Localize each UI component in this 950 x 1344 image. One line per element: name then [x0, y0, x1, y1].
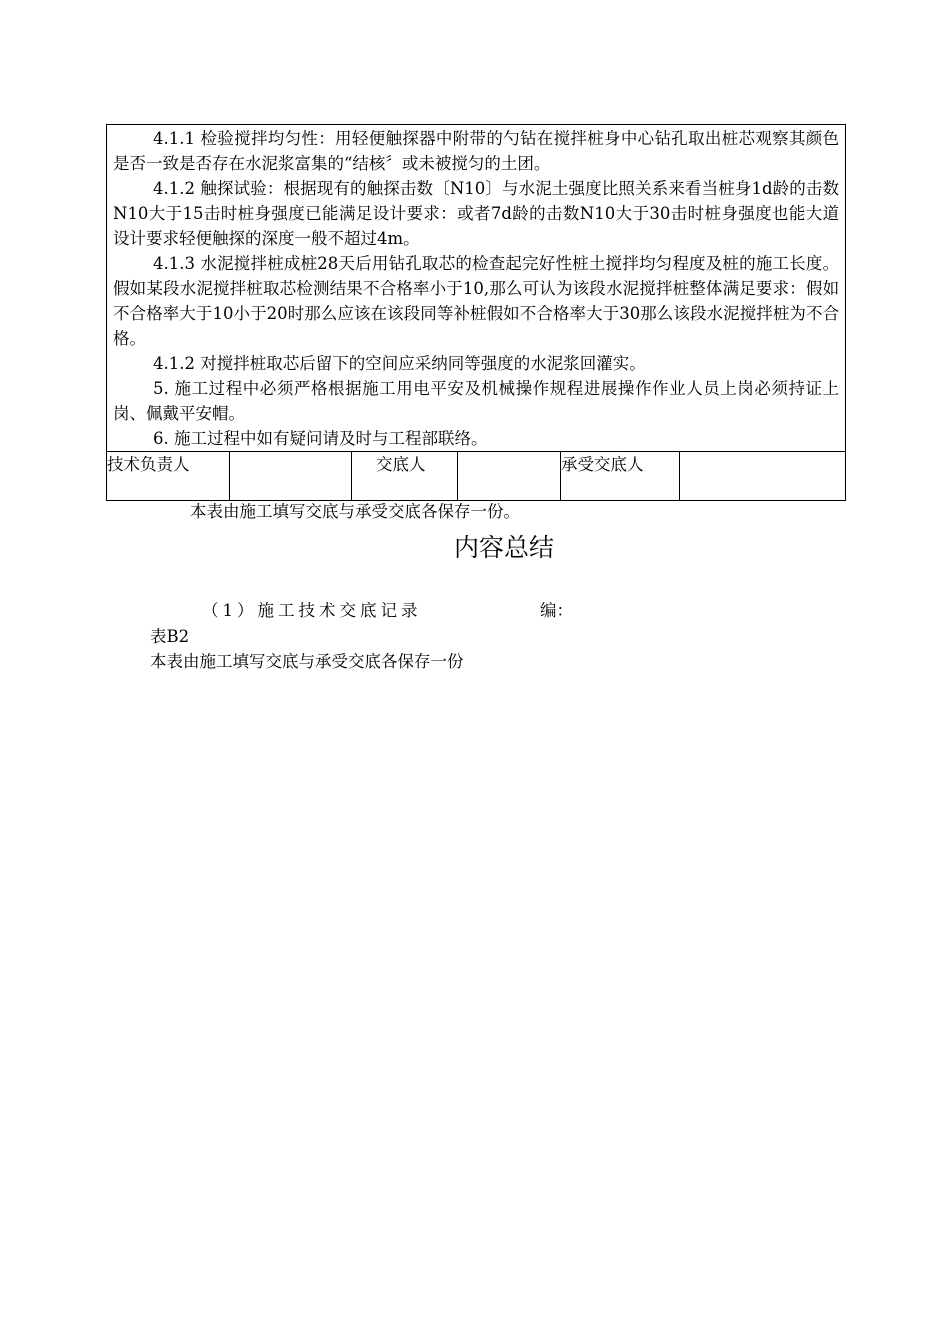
receiver-signature-field[interactable] [680, 452, 846, 501]
paragraph-grouting: 4.1.2 对搅拌桩取芯后留下的空间应采纳同等强度的水泥浆回灌实。 [153, 354, 646, 373]
signature-row [107, 452, 846, 501]
paragraph-core-drilling: 4.1.3 水泥搅拌桩成桩28天后用钻孔取芯的检查起完好性桩土搅拌均匀程度及桩的施工长度。假如某段水泥搅拌桩取芯检测结果不合格率小于10,那么可认为该段水泥搅拌桩整体满足要求：假如不合格率大于10小于20时那么应该在该段同等补桩假如不合格率大于30那么该段水泥搅拌桩为不合格。 [113, 254, 840, 348]
record-title-line [202, 598, 573, 623]
tech-lead-label: 技术负责人 [107, 452, 230, 501]
disclosure-content-cell [107, 125, 846, 452]
paragraph-uniformity-check: 4.1.1 检验搅拌均匀性：用轻便触探器中附带的勺钻在搅拌桩身中心钻孔取出桩芯观察其颜色是否一致是否存在水泥浆富集的“结核〞或未被搅匀的土团。 [113, 129, 840, 173]
table-footnote: 本表由施工填写交底与承受交底各保存一份。 [190, 502, 520, 521]
discloser-signature-field[interactable] [458, 452, 561, 501]
tech-lead-signature-field[interactable] [230, 452, 352, 501]
summary-heading: 内容总结 [453, 533, 554, 562]
record-title: （1）施工技术交底记录 [202, 601, 422, 620]
paragraph-safety-rules: 5. 施工过程中必须严格根据施工用电平安及机械操作规程进展操作作业人员上岗必须持证上岗、佩戴平安帽。 [113, 379, 840, 423]
paragraph-contact: 6. 施工过程中如有疑问请及时与工程部联络。 [153, 429, 488, 448]
paragraph-penetration-test: 4.1.2 触探试验：根据现有的触探击数〔N10〕与水泥土强度比照关系来看当桩身1d龄的击数N10大于15击时桩身强度已能满足设计要求：或者7d龄的击数N10大于30击时桩身强度也能大道设计要求轻便触探的深度一般不超过4m。 [113, 179, 840, 248]
technical-disclosure-table [106, 124, 846, 501]
discloser-label: 交底人 [352, 452, 458, 501]
receiver-label: 承受交底人 [561, 452, 680, 501]
keep-note: 本表由施工填写交底与承受交底各保存一份 [150, 652, 464, 671]
table-number: 表B2 [150, 627, 190, 646]
record-code-label: 编： [540, 601, 573, 620]
